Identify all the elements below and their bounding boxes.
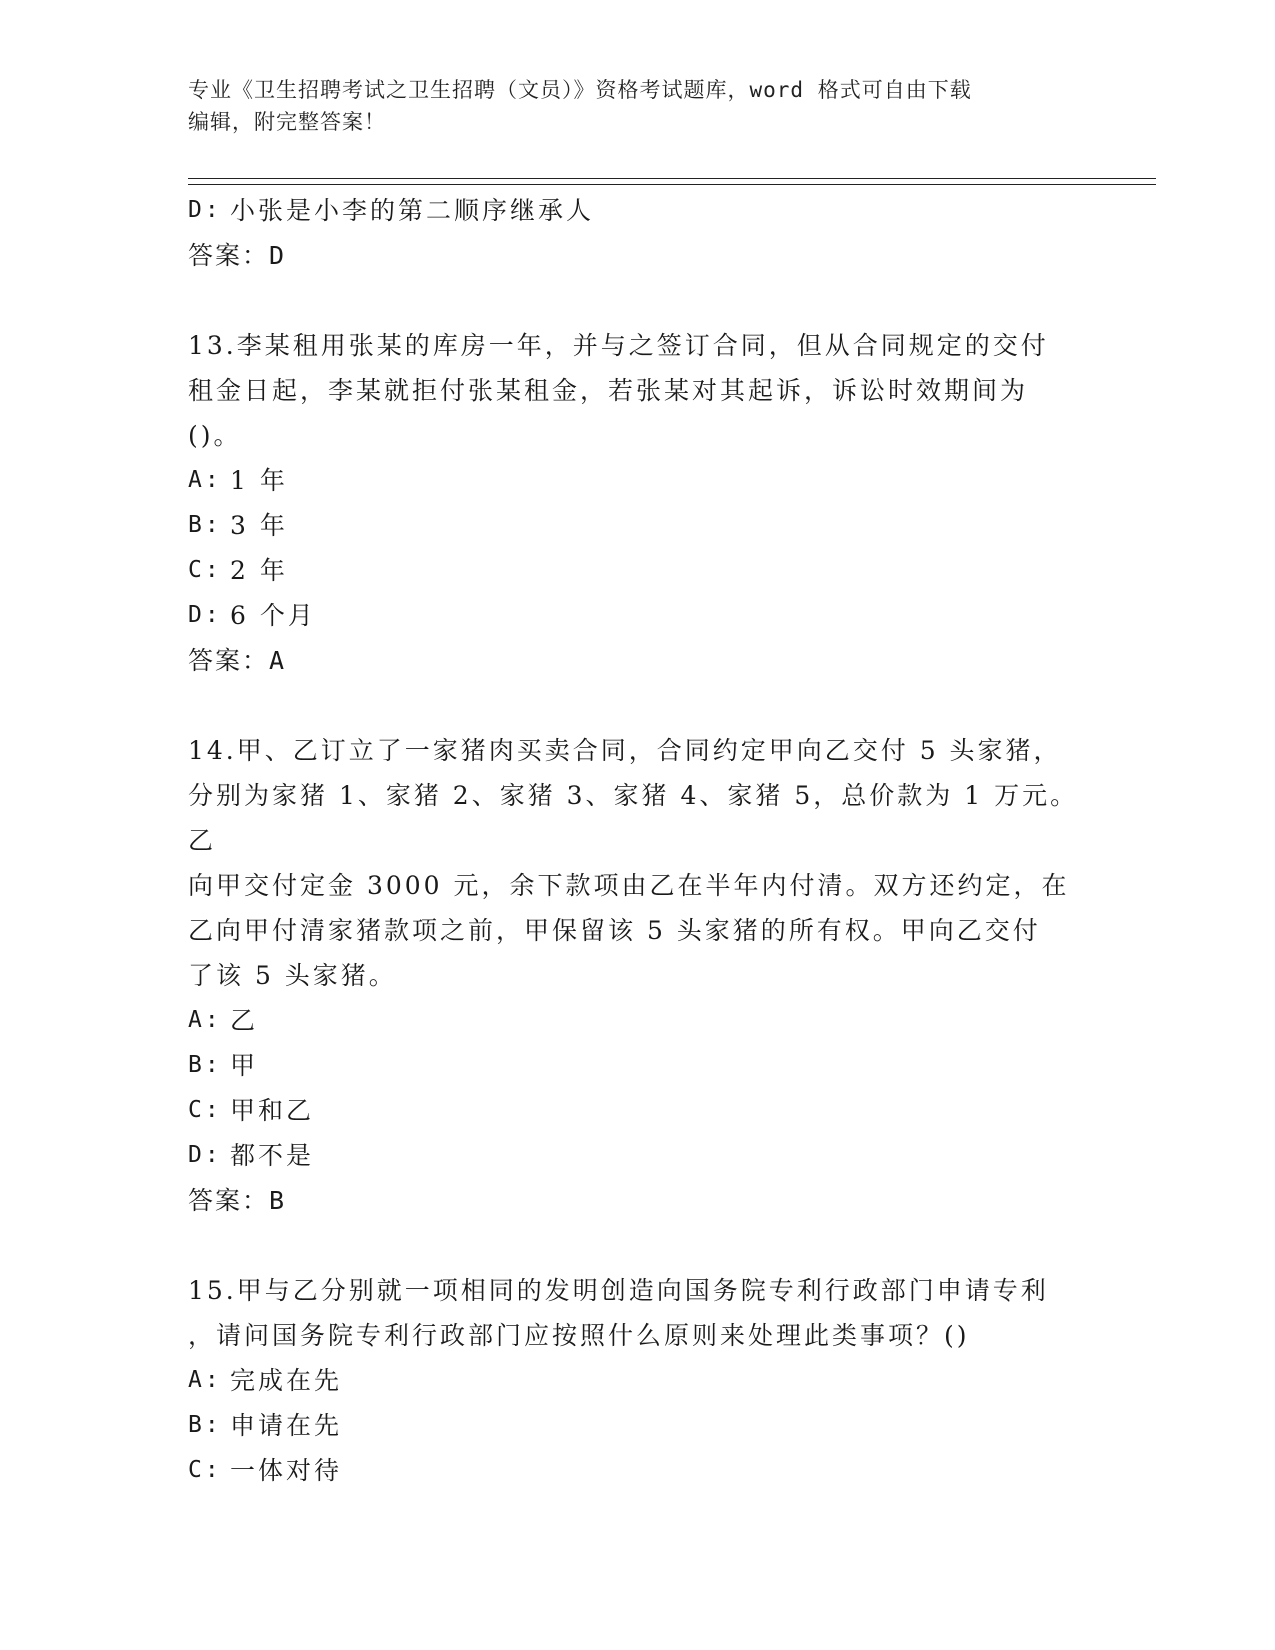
question-text-line: 了该 5 头家猪。 — [188, 961, 397, 990]
option-text: 乙 — [230, 1006, 259, 1035]
header-line-1: 专业《卫生招聘考试之卫生招聘（文员）》资格考试题库，word 格式可自由下载 — [188, 78, 972, 102]
option-text: 3 年 — [230, 511, 288, 540]
answer-value: D — [269, 241, 287, 270]
question-13 — [188, 323, 1088, 683]
answer-value: B — [269, 1186, 287, 1215]
option-text: 6 个月 — [230, 601, 316, 630]
page-header — [188, 74, 1088, 138]
question-text-line: 14.甲、乙订立了一家猪肉买卖合同，合同约定甲向乙交付 5 头家猪， — [188, 736, 1062, 765]
question-text-line: 向甲交付定金 3000 元，余下款项由乙在半年内付清。双方还约定，在 — [188, 871, 1070, 900]
answer-line — [188, 638, 1088, 683]
header-divider — [188, 178, 1156, 185]
answer-line — [188, 1178, 1088, 1223]
option-text: 1 年 — [230, 466, 288, 495]
option-text: 一体对待 — [230, 1456, 343, 1485]
question-text-line: 15.甲与乙分别就一项相同的发明创造向国务院专利行政部门申请专利 — [188, 1276, 1049, 1305]
question-14 — [188, 728, 1088, 1223]
question-text-line: 租金日起，李某就拒付张某租金，若张某对其起诉，诉讼时效期间为 — [188, 376, 1029, 405]
option-text: 甲 — [230, 1051, 259, 1080]
option-key: A: — [188, 1367, 222, 1393]
option-key: D: — [188, 1142, 222, 1168]
option-key: A: — [188, 1007, 222, 1033]
document-body — [188, 188, 1088, 1493]
option-key: B: — [188, 512, 222, 538]
option-d — [188, 188, 1088, 233]
question-text-line: ()。 — [188, 421, 242, 450]
option-key: B: — [188, 1052, 222, 1078]
option-b — [188, 503, 1088, 548]
header-line-2: 编辑，附完整答案！ — [188, 110, 386, 134]
question-15 — [188, 1268, 1088, 1493]
option-key: D: — [188, 602, 222, 628]
option-a — [188, 1358, 1088, 1403]
option-key: A: — [188, 467, 222, 493]
option-key: C: — [188, 557, 222, 583]
option-key: C: — [188, 1457, 222, 1483]
option-c — [188, 1088, 1088, 1133]
answer-label: 答案： — [188, 241, 270, 270]
option-a — [188, 998, 1088, 1043]
option-text: 2 年 — [230, 556, 288, 585]
answer-value: A — [269, 646, 287, 675]
question-text-line: ，请问国务院专利行政部门应按照什么原则来处理此类事项？() — [188, 1321, 970, 1350]
answer-label: 答案： — [188, 646, 270, 675]
option-c — [188, 1448, 1088, 1493]
option-text: 完成在先 — [230, 1366, 343, 1395]
option-text: 申请在先 — [230, 1411, 343, 1440]
option-key: D: — [188, 197, 222, 223]
question-text-line: 13.李某租用张某的库房一年，并与之签订合同，但从合同规定的交付 — [188, 331, 1049, 360]
option-b — [188, 1403, 1088, 1448]
question-text-line: 分别为家猪 1、家猪 2、家猪 3、家猪 4、家猪 5，总价款为 1 万元。乙 — [188, 781, 1079, 855]
option-d — [188, 593, 1088, 638]
answer-label: 答案： — [188, 1186, 270, 1215]
answer-line — [188, 233, 1088, 278]
option-key: B: — [188, 1412, 222, 1438]
option-d — [188, 1133, 1088, 1178]
option-b — [188, 1043, 1088, 1088]
option-text: 甲和乙 — [230, 1096, 315, 1125]
question-text-line: 乙向甲付清家猪款项之前，甲保留该 5 头家猪的所有权。甲向乙交付 — [188, 916, 1041, 945]
option-text: 小张是小李的第二顺序继承人 — [230, 196, 595, 225]
option-key: C: — [188, 1097, 222, 1123]
option-c — [188, 548, 1088, 593]
option-text: 都不是 — [230, 1141, 315, 1170]
previous-question-tail — [188, 188, 1088, 278]
option-a — [188, 458, 1088, 503]
